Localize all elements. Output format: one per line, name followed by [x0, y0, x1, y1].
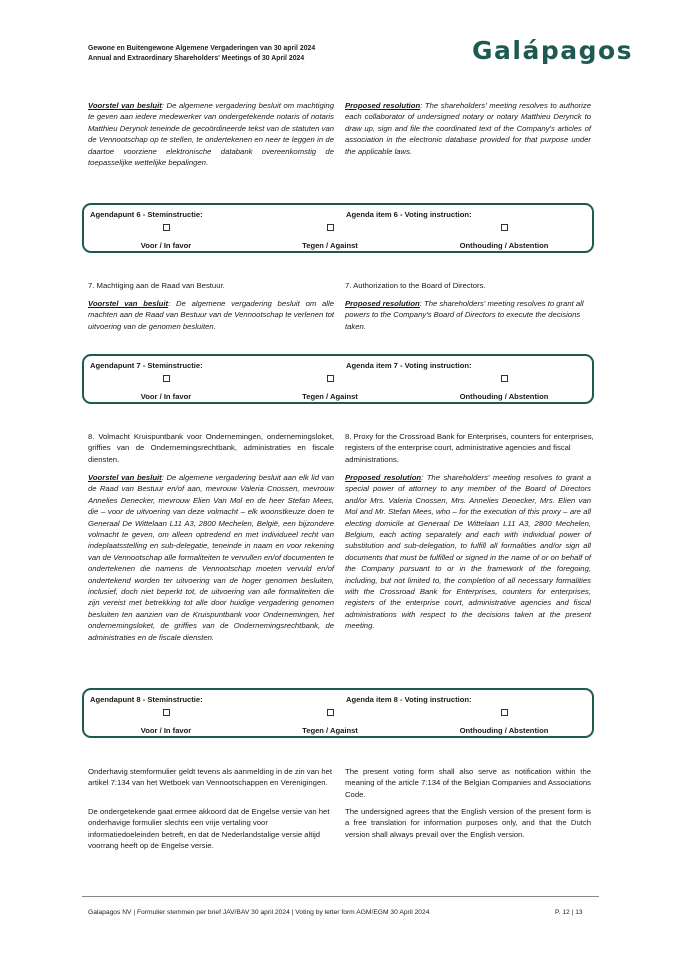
vote7-checkbox-against[interactable] — [327, 375, 334, 382]
vote8-checkbox-abstention[interactable] — [501, 709, 508, 716]
section7-en-heading: 7. Authorization to the Board of Directors. — [345, 281, 486, 290]
vote7-en-title: Agenda item 7 - Voting instruction: — [346, 361, 472, 370]
vote7-option-abstention: Onthouding / Abstention — [459, 392, 549, 401]
section6-en-resolution: Proposed resolution: The shareholders' meeting resolves to authorize each collaborator of undersigned notary or notary Matthieu Derynck to draw up, sign and file the coordinated text of the Company's articles of association in the electronic database provided for that purpose under the applicable laws. — [345, 101, 592, 156]
vote6-checkbox-against[interactable] — [327, 224, 334, 231]
section8-nl-resolution: Voorstel van besluit: De algemene vergadering besluit aan elk lid van de Raad van Bestuur en/of aan, mevrouw Valeria Cnossen, mevrouw Annelies Denecker, mevrouw Elien Van Mol en de heer Stefan Mees, die – voor de uitvoering van deze volmacht – elk woonstkeuze doen te Generaal De Wittelaan L11 A3, 2800 Mechelen, België, een bijzondere volmacht te geven, om alleen optredend en met individueel recht van indeplaatsstelling en sub-delegatie, teneinde in naam en voor rekening van de Vennootschap alle formaliteiten te vervullen en/of documenten te ondertekenen die namens de Vennootschap moeten vervuld en/of ondertekend worden ter uitvoering van de hoger genomen besluiten, inclusief, doch niet beperkt tot, de uitvoering van alle formaliteiten die zijn vereist met betrekking tot alle door huidige vergadering genomen besluiten ten aanzien van de Kruispuntbank voor Ondernemingen, het ondernemingsloket, de griffies van de Ondernemingsrechtbank, de administraties en de fiscale diensten. — [88, 473, 335, 642]
section6-nl-resolution: Voorstel van besluit: De algemene vergadering besluit om machtiging te geven aan iedere medewerker van ondergetekende notaris of notaris Matthieu Derynck teneinde de gecoördineerde tekst van de statuten van de Vennootschap op te stellen, te ondertekenen en neer te leggen in de daartoe voorziene elektronische databank overeenkomstig de toepasselijke wettelijke bepalingen. — [88, 101, 334, 168]
vote-box-7 — [82, 354, 594, 404]
closing-nl-paragraph-2: De ondergetekende gaat ermee akkoord dat de Engelse versie van het onderhavige formulier slechts een vrije vertaling voor informatiedoeleinden betreft, en dat de Nederlandstalige versie altijd voorrang heeft op de Engelse versie. — [88, 807, 330, 851]
section7-nl-resolution: Voorstel van besluit: De algemene vergadering besluit om alle machten aan de Raad van Bestuur van de Vennootschap te verlenen tot uitvoering van de genomen besluiten. — [88, 299, 335, 331]
vote6-option-abstention: Onthouding / Abstention — [459, 241, 549, 250]
vote-box-6 — [82, 203, 594, 253]
vote8-option-against: Tegen / Against — [302, 726, 358, 735]
footer-divider — [82, 896, 599, 897]
vote8-en-title: Agenda item 8 - Voting instruction: — [346, 695, 472, 704]
header-line-2: Annual and Extraordinary Shareholders' Meetings of 30 April 2024 — [88, 55, 305, 62]
vote6-en-title: Agenda item 6 - Voting instruction: — [346, 210, 472, 219]
section8-en-heading: 8. Proxy for the Crossroad Bank for Enterprises, counters for enterprises, registers of the enterprise court, administrative agencies and fiscal administrations. — [345, 432, 594, 464]
vote-box-8 — [82, 688, 594, 738]
header-line-1: Gewone en Buitengewone Algemene Vergaderingen van 30 april 2024 — [88, 45, 316, 52]
section7-en-resolution: Proposed resolution: The shareholders' meeting resolves to grant all powers to the Company's Board of Directors to execute the decisions taken. — [345, 299, 584, 331]
vote6-checkbox-favor[interactable] — [163, 224, 170, 231]
vote7-option-favor: Voor / In favor — [140, 392, 192, 401]
page-number: P. 12 | 13 — [555, 909, 583, 916]
vote8-option-abstention: Onthouding / Abstention — [459, 726, 549, 735]
vote7-checkbox-favor[interactable] — [163, 375, 170, 382]
vote6-nl-title: Agendapunt 6 - Steminstructie: — [90, 210, 203, 219]
section8-nl-heading: 8. Volmacht Kruispuntbank voor Ondernemingen, ondernemingsloket, griffies van de Ondernemingsrechtbank, administraties en fiscale diensten. — [88, 432, 334, 464]
vote8-option-favor: Voor / In favor — [140, 726, 192, 735]
closing-en-paragraph-1: The present voting form shall also serve as notification within the meaning of the article 7:134 of the Belgian Companies and Associations Code. — [345, 767, 591, 799]
vote8-checkbox-against[interactable] — [327, 709, 334, 716]
section8-en-resolution: Proposed resolution: The shareholders' meeting resolves to grant a special power of attorney to any member of the Board of Directors and/or Mrs. Valeria Cnossen, Mrs. Annelies Denecker, Mrs. Elien van Mol and Mr. Stefan Mees, who – for the execution of this proxy – are all electing domicile at Generaal De Wittelaan L11 A3, 2800 Mechelen, Belgium, each acting separately and each with individual power of substitution and sub-delegation, to fulfill all formalities and/or sign all documents that must be fulfilled or signed in the name of or on behalf of the Company pursuant to or in the framework of the foregoing, including, but not limited to, the completion of all necessary formalities with the Crossroad Bank for Enterprises, counters for enterprises, registers of the enterprise court, administrative agencies and fiscal administrations with respect to the decisions taken at the present meeting. — [345, 473, 591, 631]
vote6-option-against: Tegen / Against — [302, 241, 358, 250]
vote8-nl-title: Agendapunt 8 - Steminstructie: — [90, 695, 203, 704]
vote7-checkbox-abstention[interactable] — [501, 375, 508, 382]
footer-text: Galapagos NV | Formulier stemmen per brief JAV/BAV 30 april 2024 | Voting by letter form AGM/EGM 30 April 2024 — [88, 909, 430, 916]
closing-en-paragraph-2: The undersigned agrees that the English version of the present form is a free translation for information purposes only, and that the Dutch version shall always prevail over the English version. — [345, 807, 591, 839]
vote8-checkbox-favor[interactable] — [163, 709, 170, 716]
vote7-option-against: Tegen / Against — [302, 392, 358, 401]
galapagos-logo: Galápagos — [472, 36, 634, 65]
vote7-nl-title: Agendapunt 7 - Steminstructie: — [90, 361, 203, 370]
closing-nl-paragraph-1: Onderhavig stemformulier geldt tevens als aanmelding in de zin van het artikel 7:134 van het Wetboek van Vennootschappen en Verenigingen. — [88, 767, 332, 788]
vote6-checkbox-abstention[interactable] — [501, 224, 508, 231]
vote6-option-favor: Voor / In favor — [140, 241, 192, 250]
section7-nl-heading: 7. Machtiging aan de Raad van Bestuur. — [88, 281, 225, 290]
